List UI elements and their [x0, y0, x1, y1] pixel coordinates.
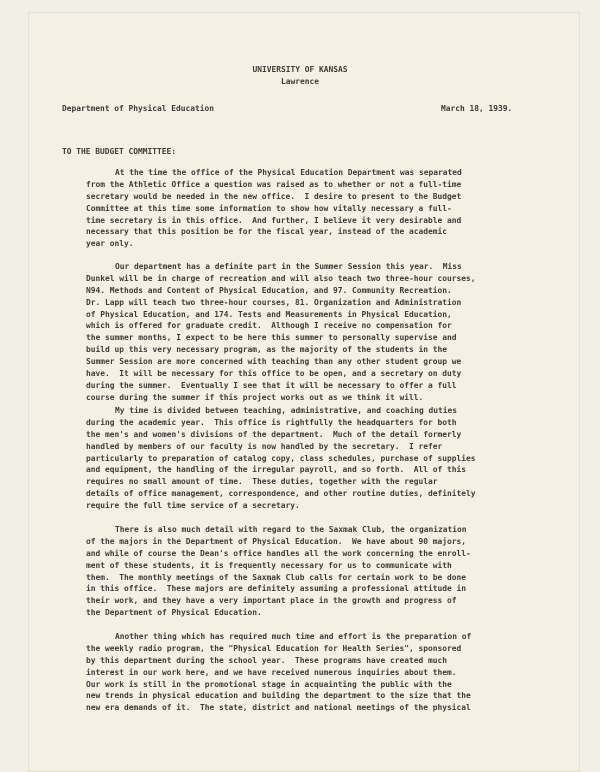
paragraph-line: N94. Methods and Content of Physical Education, and 97. Community Recreation.	[86, 285, 452, 295]
paragraph-line: which is offered for graduate credit. Although I receive no compensation for	[86, 321, 452, 331]
salutation: TO THE BUDGET COMMITTEE:	[62, 147, 177, 156]
paragraph-line: during the academic year. This office is rightfully the headquarters for both	[86, 417, 457, 427]
paragraph-line: Dunkel will be in charge of recreation and will also teach two three-hour courses,	[86, 273, 476, 283]
paragraph-line: necessary that this position be for the fiscal year, instead of the academic	[86, 227, 448, 237]
paragraph-line: new trends in physical education and building the department to the size that the	[86, 691, 471, 701]
paragraph-line: Dr. Lapp will teach two three-hour courses, 81. Organization and Administration	[86, 297, 462, 307]
paragraph-line: particularly to preparation of catalog copy, class schedules, purchase of supplies	[86, 453, 476, 463]
department-name: Department of Physical Education	[62, 104, 215, 113]
paragraph-line: of Physical Education, and 174. Tests and Measurements in Physical Education,	[86, 309, 452, 319]
paragraph-line: build up this very necessary program, as the majority of the students in the	[86, 345, 448, 355]
paragraph-line: them. The monthly meetings of the Saxmak Club calls for certain work to be done	[86, 572, 467, 582]
paragraph-line: year only.	[86, 239, 134, 249]
paragraph-line: and while of course the Dean's office handles all the work concerning the enroll-	[86, 548, 471, 558]
paragraph-1	[86, 167, 556, 250]
paragraph-line: by this department during the school year. These programs have created much	[86, 655, 448, 665]
paragraph-line: My time is divided between teaching, administrative, and coaching duties	[115, 406, 458, 415]
paragraph-3	[86, 405, 556, 512]
paragraph-line: their work, and they have a very important place in the growth and progress of	[86, 596, 457, 606]
paragraph-line: handled by members of our faculty is now handled by the secretary. I refer	[86, 441, 443, 451]
paragraph-line: At the time the office of the Physical Education Department was separated	[115, 168, 462, 177]
paragraph-line: the weekly radio program, the "Physical Education for Health Series", sponsored	[86, 643, 462, 653]
paragraph-line: of the majors in the Department of Physical Education. We have about 90 majors,	[86, 536, 467, 546]
paragraph-line: Our department has a definite part in the Summer Session this year. Miss	[115, 262, 462, 271]
paragraph-line: requires no small amount of time. These duties, together with the regular	[86, 477, 438, 487]
paragraph-line: interest in our work here, and we have received numerous inquiries about them.	[86, 667, 457, 677]
paragraph-line: Committee at this time some information to show how vitally necessary a full-	[86, 203, 452, 213]
paragraph-line: details of office management, correspondence, and other routine duties, definitely	[86, 489, 476, 499]
institution-heading: UNIVERSITY OF KANSAS	[252, 65, 348, 74]
paragraph-4	[86, 524, 556, 619]
paragraph-line: during the summer. Eventually I see that it will be necessary to offer a full	[86, 380, 457, 390]
paragraph-line: Summer Session are more concerned with teaching than any other student group we	[86, 357, 462, 367]
paragraph-line: have. It will be necessary for this office to be open, and a secretary on duty	[86, 369, 462, 379]
paragraph-line: the summer months, I expect to be here this summer to personally supervise and	[86, 333, 457, 343]
paragraph-line: course during the summer if this project works out as we think it will.	[86, 392, 424, 402]
paragraph-line: and equipment, the handling of the irregular payroll, and so forth. All of this	[86, 465, 467, 475]
paragraph-line: Another thing which has required much time and effort is the preparation of	[115, 632, 472, 641]
paragraph-2	[86, 261, 556, 404]
paragraph-line: from the Athletic Office a question was raised as to whether or not a full-time	[86, 179, 462, 189]
paragraph-line: There is also much detail with regard to the Saxmak Club, the organization	[115, 525, 467, 534]
paragraph-line: the men's and women's divisions of the department. Much of the detail formerly	[86, 429, 462, 439]
city-heading: Lawrence	[280, 77, 319, 86]
paragraph-line: secretary would be needed in the new office. I desire to present to the Budget	[86, 191, 462, 201]
letter-date: March 18, 1939.	[441, 104, 513, 113]
paragraph-line: time secretary is in this office. And further, I believe it very desirable and	[86, 215, 462, 225]
paragraph-line: require the full time service of a secretary.	[86, 501, 300, 511]
paragraph-line: new era demands of it. The state, district and national meetings of the physical	[86, 703, 471, 713]
paragraph-line: ment of these students, it is frequently necessary for us to communicate with	[86, 560, 452, 570]
paragraph-line: Our work is still in the promotional stage in acquainting the public with the	[86, 679, 452, 689]
paragraph-5	[86, 631, 556, 714]
paragraph-line: the Department of Physical Education.	[86, 608, 262, 618]
paragraph-line: in this office. These majors are definitely assuming a professional attitude in	[86, 584, 467, 594]
